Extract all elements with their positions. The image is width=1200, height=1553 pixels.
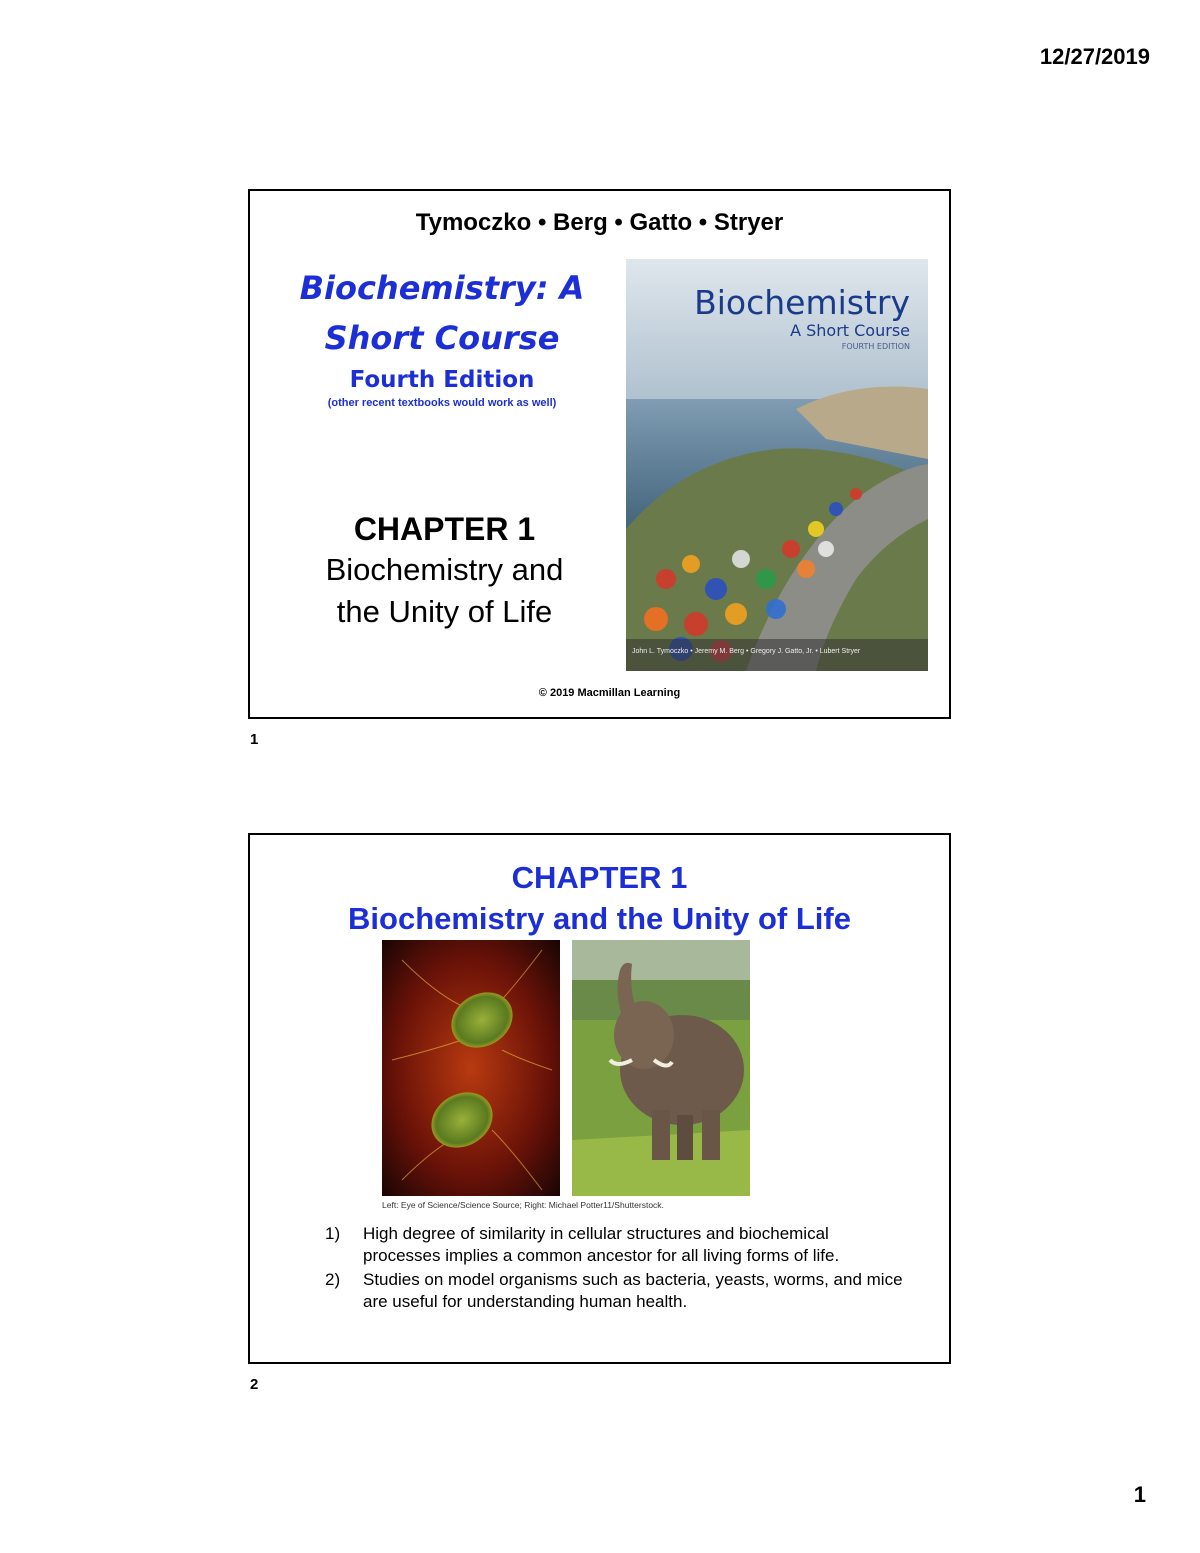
cover-title: Biochemistry xyxy=(694,283,910,322)
slide2-title-line2: Biochemistry and the Unity of Life xyxy=(348,901,851,936)
bacteria-image xyxy=(382,940,560,1196)
image-credit: Left: Eye of Science/Science Source; Right: Michael Potter11/Shutterstock. xyxy=(382,1200,664,1210)
page-date: 12/27/2019 xyxy=(1039,44,1150,69)
list-item-text: Studies on model organisms such as bacteria, yeasts, worms, and mice are useful for understanding human health. xyxy=(363,1270,903,1311)
chapter-heading xyxy=(272,511,617,632)
key-points-list xyxy=(325,1223,905,1315)
book-title-line1: Biochemistry: A xyxy=(299,269,585,307)
list-item xyxy=(325,1223,905,1267)
slide1-authors: Tymoczko • Berg • Gatto • Stryer xyxy=(415,209,784,236)
cover-edition: FOURTH EDITION xyxy=(841,342,910,351)
slide2-title-line1: CHAPTER 1 xyxy=(511,860,688,895)
book-title-block xyxy=(272,263,612,409)
slide2-title xyxy=(250,857,949,939)
chapter-title-line1: Biochemistry and xyxy=(325,552,564,587)
slide-2 xyxy=(248,833,951,1364)
cover-title-block xyxy=(694,285,910,351)
book-cover-image xyxy=(626,259,928,671)
list-item-number: 1) xyxy=(325,1224,341,1243)
slide-1 xyxy=(248,189,951,719)
copyright: © 2019 Macmillan Learning xyxy=(538,687,681,699)
edition: Fourth Edition xyxy=(349,367,535,393)
list-item-number: 2) xyxy=(325,1270,341,1289)
chapter-label: CHAPTER 1 xyxy=(353,511,536,547)
cover-authors: John L. Tymoczko • Jeremy M. Berg • Gregory J. Gatto, Jr. • Lubert Stryer xyxy=(632,648,861,655)
slide-label-2: 2 xyxy=(250,1376,259,1393)
book-title-line2: Short Course xyxy=(324,319,560,357)
alternative-note: (other recent textbooks would work as well) xyxy=(327,397,557,409)
list-item xyxy=(325,1269,905,1313)
list-item-text: High degree of similarity in cellular structures and biochemical processes implies a common ancestor for all living forms of life. xyxy=(363,1224,840,1265)
cover-subtitle: A Short Course xyxy=(790,321,910,340)
page-number: 1 xyxy=(1133,1482,1146,1507)
elephant-image xyxy=(572,940,750,1196)
slide-label-1: 1 xyxy=(250,731,259,748)
chapter-title-line2: the Unity of Life xyxy=(336,594,553,629)
